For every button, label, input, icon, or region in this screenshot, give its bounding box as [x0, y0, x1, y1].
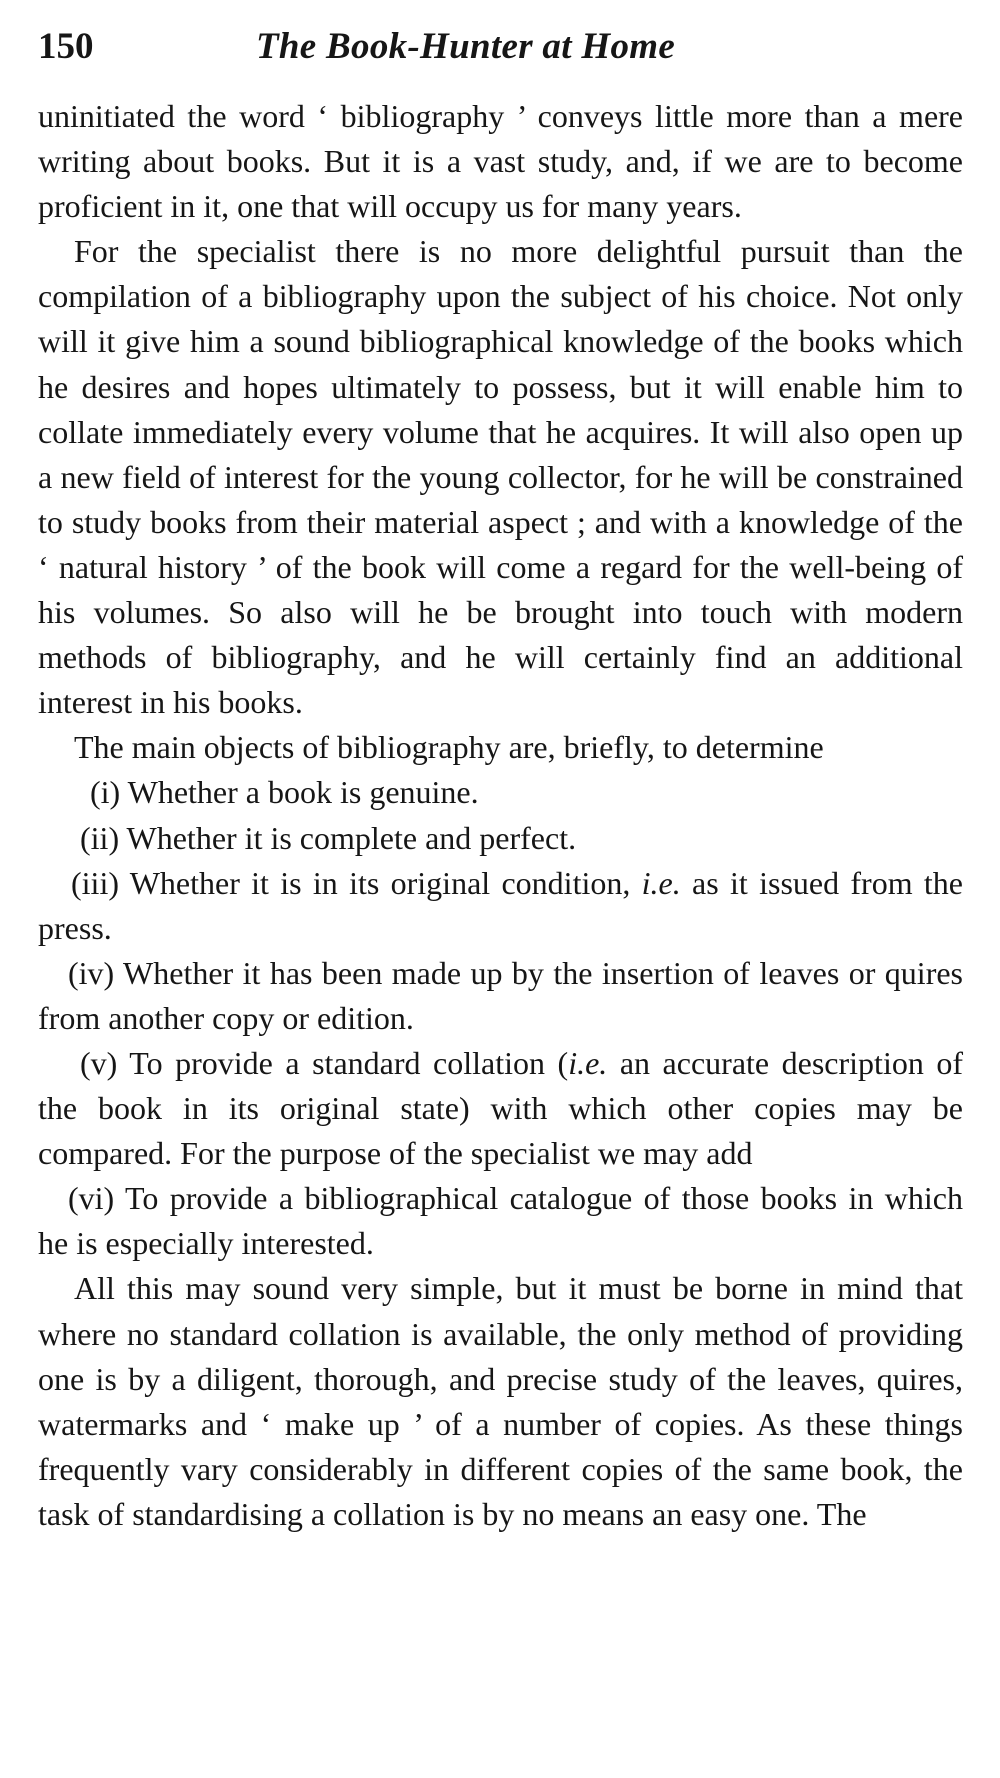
list-item-v	[38, 1041, 963, 1176]
list-item-iii-ie: i.e.	[641, 864, 681, 901]
body-text	[38, 94, 963, 1537]
paragraph-specialist: For the specialist there is no more delightful pursuit than the compilation of a bibliography upon the subject of his choice. Not only will it give him a sound bibliographical knowledge of the books which he desires and hopes ultimately to possess, but it will enable him to collate immediately every volume that he acquires. It will also open up a new field of interest for the young collector, for he will be constrained to study books from their material aspect ; and with a knowledge of the ‘ natural history ’ of the book will come a regard for the well-being of his volumes. So also will he be brought into touch with modern methods of bibliography, and he will certainly find an additional interest in his books.	[38, 233, 963, 721]
paragraph-main-objects: The main objects of bibliography are, briefly, to determine	[74, 729, 824, 766]
list-item-iii-text-b: as it issued from the press.	[38, 864, 964, 946]
page-header	[38, 22, 963, 88]
list-item-v-text-a: (v) To provide a standard collation (	[80, 1044, 569, 1081]
paragraph-continuation: uninitiated the word ‘ bibliography ’ conveys little more than a mere writing about books. But it is a vast study, and, if we are to become proficient in it, one that will occupy us for many years.	[38, 98, 963, 225]
book-page	[38, 22, 963, 1537]
list-item-i: (i) Whether a book is genuine.	[90, 774, 479, 811]
list-item-vi: (vi) To provide a bibliographical catalogue of those books in which he is especially interested.	[38, 1180, 963, 1262]
paragraph-collation: All this may sound very simple, but it must be borne in mind that where no standard collation is available, the only method of providing one is by a diligent, thorough, and precise study of the leaves, quires, watermarks and ‘ make up ’ of a number of copies. As these things frequently vary considerably in different copies of the same book, the task of standardising a collation is by no means an easy one. The	[38, 1270, 963, 1532]
list-item-iii-text-a: (iii) Whether it is in its original condition,	[71, 864, 642, 901]
list-item-v-text-b: an accurate description of the book in its original state) with which other copies may be compared. For the purpose of the specialist we may add	[38, 1044, 964, 1172]
page-number: 150	[38, 26, 94, 67]
list-item-ii: (ii) Whether it is complete and perfect.	[80, 819, 577, 856]
list-item-iv: (iv) Whether it has been made up by the insertion of leaves or quires from another copy or edition.	[38, 954, 963, 1036]
running-title: The Book-Hunter at Home	[256, 26, 676, 67]
list-item-iii	[38, 861, 963, 951]
list-item-v-ie: i.e.	[568, 1044, 608, 1081]
